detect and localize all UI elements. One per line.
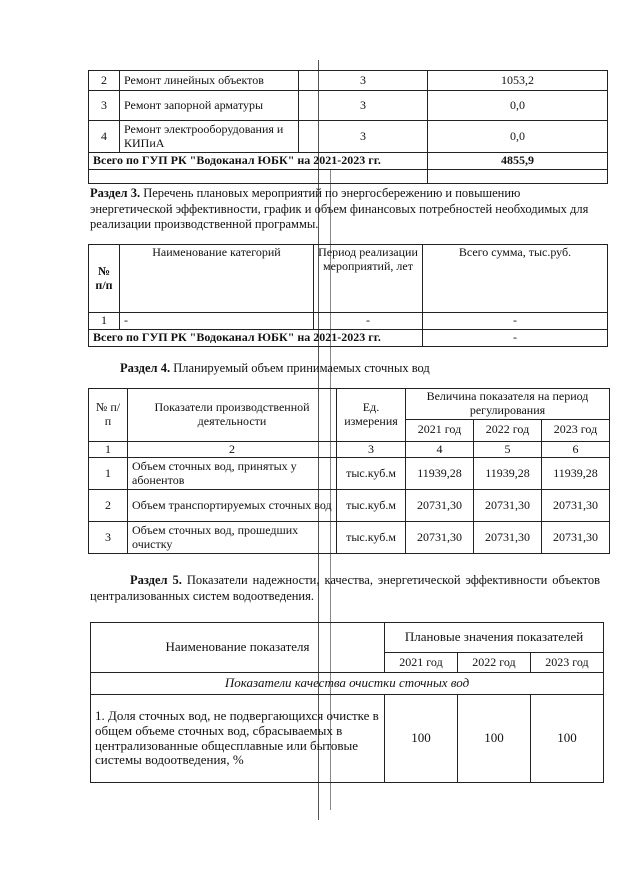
section-text: Планируемый объем принимаемых сточных вод <box>170 361 430 375</box>
row-unit: тыс.куб.м <box>337 458 406 490</box>
row-value: 100 <box>385 695 458 783</box>
row-value: 100 <box>530 695 603 783</box>
table-row <box>89 121 608 153</box>
col-number: 4 <box>406 441 474 458</box>
row-num: 1 <box>89 313 120 330</box>
row-name: 1. Доля сточных вод, не подвергающихся очистке в общем объеме сточных вод, сбрасываемых в централизованные общесплавные или бытовые системы водоотведения, % <box>91 695 385 783</box>
row-name: Ремонт запорной арматуры <box>120 91 299 121</box>
header-year: 2023 год <box>542 419 610 441</box>
section5-heading <box>90 573 600 604</box>
row-value: 11939,28 <box>474 458 542 490</box>
empty-cell <box>89 169 428 183</box>
header-plan: Плановые значения показателей <box>385 623 604 653</box>
row-value: 20731,30 <box>542 490 610 522</box>
row-name: Объем сточных вод, прошедших очистку <box>128 522 337 554</box>
header-sum: Всего сумма, тыс.руб. <box>423 245 608 313</box>
table-row <box>89 458 610 490</box>
row-sum: 0,0 <box>428 91 608 121</box>
table-header-row <box>91 623 604 653</box>
row-qty: 3 <box>299 91 428 121</box>
table-row <box>91 695 604 783</box>
section3-heading <box>90 186 600 233</box>
total-label: Всего по ГУП РК "Водоканал ЮБК" на 2021-2023 гг. <box>89 329 423 346</box>
row-sum: 1053,2 <box>428 71 608 91</box>
row-sum: - <box>423 313 608 330</box>
energy-table <box>88 244 608 347</box>
row-unit: тыс.куб.м <box>337 490 406 522</box>
row-unit: тыс.куб.м <box>337 522 406 554</box>
row-qty: 3 <box>299 121 428 153</box>
row-num: 3 <box>89 522 128 554</box>
column-number-row <box>89 441 610 458</box>
row-name: Объем транспортируемых сточных вод <box>128 490 337 522</box>
table-row <box>89 490 610 522</box>
section-text: Показатели надежности, качества, энергетической эффективности объектов централизованных систем водоотведения. <box>90 573 600 603</box>
table-row <box>89 71 608 91</box>
row-num: 1 <box>89 458 128 490</box>
header-unit: Ед. измерения <box>337 389 406 442</box>
row-value: 20731,30 <box>406 522 474 554</box>
header-name: Наименование категорий <box>120 245 314 313</box>
reliability-table <box>90 622 604 783</box>
col-number: 2 <box>128 441 337 458</box>
row-num: 3 <box>89 91 120 121</box>
row-name: Ремонт электрооборудования и КИПиА <box>120 121 299 153</box>
section-label: Раздел 3. <box>90 186 141 200</box>
subheader-row <box>91 673 604 695</box>
header-name: Наименование показателя <box>91 623 385 673</box>
table-row <box>89 313 608 330</box>
row-period: - <box>314 313 423 330</box>
row-value: 20731,30 <box>406 490 474 522</box>
total-row <box>89 153 608 170</box>
table-row <box>89 522 610 554</box>
row-name: Ремонт линейных объектов <box>120 71 299 91</box>
wastewater-volume-table <box>88 388 610 554</box>
table-row <box>89 91 608 121</box>
header-period: Период реализации мероприятий, лет <box>314 245 423 313</box>
total-row <box>89 329 608 346</box>
row-num: 4 <box>89 121 120 153</box>
row-name: Объем сточных вод, принятых у абонентов <box>128 458 337 490</box>
row-value: 20731,30 <box>542 522 610 554</box>
row-name: - <box>120 313 314 330</box>
header-num: № п/п <box>89 245 120 313</box>
total-value: - <box>423 329 608 346</box>
total-value: 4855,9 <box>428 153 608 170</box>
table-header-row <box>89 389 610 420</box>
row-num: 2 <box>89 490 128 522</box>
section-label: Раздел 5. <box>130 573 182 587</box>
table-header-row <box>89 245 608 313</box>
col-number: 6 <box>542 441 610 458</box>
row-value: 11939,28 <box>542 458 610 490</box>
col-number: 1 <box>89 441 128 458</box>
empty-cell <box>428 169 608 183</box>
col-number: 5 <box>474 441 542 458</box>
header-year: 2023 год <box>530 653 603 673</box>
header-year: 2022 год <box>457 653 530 673</box>
subheader: Показатели качества очистки сточных вод <box>91 673 604 695</box>
empty-row <box>89 169 608 183</box>
repair-table <box>88 70 608 184</box>
row-sum: 0,0 <box>428 121 608 153</box>
row-value: 20731,30 <box>474 522 542 554</box>
header-value: Величина показателя на период регулирования <box>406 389 610 420</box>
total-label: Всего по ГУП РК "Водоканал ЮБК" на 2021-2023 гг. <box>89 153 428 170</box>
header-year: 2022 год <box>474 419 542 441</box>
col-number: 3 <box>337 441 406 458</box>
header-indicator: Показатели производственной деятельности <box>128 389 337 442</box>
section-label: Раздел 4. <box>120 361 171 375</box>
header-num: № п/п <box>89 389 128 442</box>
section4-heading <box>120 361 600 377</box>
row-num: 2 <box>89 71 120 91</box>
row-qty: 3 <box>299 71 428 91</box>
section-text: Перечень плановых мероприятий по энергосбережению и повышению энергетической эффективности, график и объем финансовых потребностей необходимых для реализации производственной программы. <box>90 186 589 232</box>
header-year: 2021 год <box>406 419 474 441</box>
row-value: 100 <box>457 695 530 783</box>
row-value: 11939,28 <box>406 458 474 490</box>
row-value: 20731,30 <box>474 490 542 522</box>
header-year: 2021 год <box>385 653 458 673</box>
